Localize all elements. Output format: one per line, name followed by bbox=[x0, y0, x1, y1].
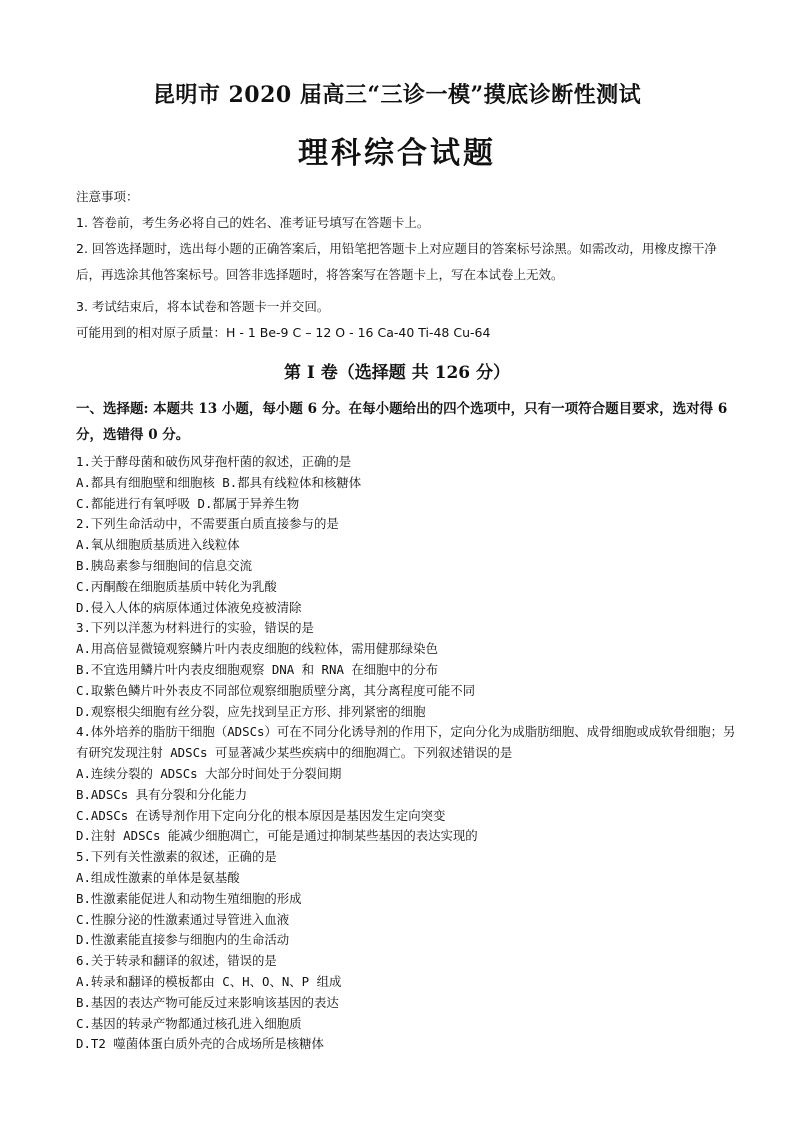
question-5 bbox=[76, 847, 736, 951]
question-option: C.ADSCs 在诱导剂作用下定向分化的根本原因是基因发生定向突变 bbox=[76, 807, 446, 823]
question-option: A.组成性激素的单体是氨基酸 bbox=[76, 869, 240, 885]
notes-item-2: 2. 回答选择题时，选出每小题的正确答案后，用铅笔把答题卡上对应题目的答案标号涂黑。如需改动，用橡皮擦干净后，再选涂其他答案标号。回答非选择题时，将答案写在答题卡上，写在本试卷上无效。 bbox=[76, 241, 717, 282]
question-option: C.取紫色鳞片叶外表皮不同部位观察细胞质壁分离，其分离程度可能不同 bbox=[76, 682, 476, 698]
question-option: D.侵入人体的病原体通过体液免疫被清除 bbox=[76, 599, 302, 615]
notes-section bbox=[76, 184, 736, 346]
question-option: B.性激素能促进人和动物生殖细胞的形成 bbox=[76, 890, 302, 906]
question-stem: 3.下列以洋葱为材料进行的实验，错误的是 bbox=[76, 620, 314, 636]
exam-title: 昆明市 2020 届高三“三诊一模”摸底诊断性测试 bbox=[152, 82, 642, 108]
question-option: A.都具有细胞壁和细胞核 B.都具有线粒体和核糖体 bbox=[76, 474, 362, 490]
question-option: A.转录和翻译的模板都由 C、H、O、N、P 组成 bbox=[76, 973, 342, 989]
question-option: A.氧从细胞质基质进入线粒体 bbox=[76, 537, 240, 553]
question-option: B.ADSCs 具有分裂和分化能力 bbox=[76, 786, 248, 802]
notes-item-1: 1. 答卷前，考生务必将自己的姓名、准考证号填写在答题卡上。 bbox=[76, 215, 430, 230]
question-option: B.不宜选用鳞片叶内表皮细胞观察 DNA 和 RNA 在细胞中的分布 bbox=[76, 661, 439, 677]
question-option: D.观察根尖细胞有丝分裂，应先找到呈正方形、排列紧密的细胞 bbox=[76, 703, 426, 719]
notes-item-3: 3. 考试结束后，将本试卷和答题卡一并交回。 bbox=[76, 299, 330, 314]
question-option: B.胰岛素参与细胞间的信息交流 bbox=[76, 557, 252, 573]
question-option: A.用高倍显微镜观察鳞片叶内表皮细胞的线粒体，需用健那绿染色 bbox=[76, 641, 438, 657]
question-3 bbox=[76, 618, 736, 722]
atomic-masses-line: 可能用到的相对原子质量：H - 1 Be-9 C – 12 O - 16 Ca-40 Ti-48 Cu-64 bbox=[76, 325, 491, 340]
question-stem: 4.体外培养的脂肪干细胞（ADSCs）可在不同分化诱导剂的作用下，定向分化为成脂肪细胞、成骨细胞或成软骨细胞；另有研究发现注射 ADSCs 可显著减少某些疾病中的细胞凋亡。下列叙述错误的是 bbox=[76, 724, 736, 761]
notes-heading: 注意事项： bbox=[76, 189, 139, 204]
question-option: C.丙酮酸在细胞质基质中转化为乳酸 bbox=[76, 578, 277, 594]
question-option: D.注射 ADSCs 能减少细胞凋亡，可能是通过抑制某些基因的表达实现的 bbox=[76, 828, 478, 844]
question-stem: 6.关于转录和翻译的叙述，错误的是 bbox=[76, 953, 277, 969]
question-option: D.T2 噬菌体蛋白质外壳的合成场所是核糖体 bbox=[76, 1036, 324, 1052]
question-option: C.基因的转录产物都通过核孔进入细胞质 bbox=[76, 1015, 302, 1031]
question-option: B.基因的表达产物可能反过来影响该基因的表达 bbox=[76, 994, 339, 1010]
section-heading: 第 I 卷（选择题 共 126 分） bbox=[283, 363, 511, 383]
question-stem: 2.下列生命活动中，不需要蛋白质直接参与的是 bbox=[76, 516, 339, 532]
question-stem: 1.关于酵母菌和破伤风芽孢杆菌的叙述，正确的是 bbox=[76, 454, 352, 469]
question-option: D.性激素能直接参与细胞内的生命活动 bbox=[76, 932, 290, 948]
question-6 bbox=[76, 951, 736, 1055]
question-list bbox=[76, 452, 736, 1055]
section-instructions: 一、选择题: 本题共 13 小题，每小题 6 分。在每小题给出的四个选项中，只有一项符合题目要求，选对得 6 分，选错得 0 分。 bbox=[76, 401, 728, 443]
question-option: A.连续分裂的 ADSCs 大部分时间处于分裂间期 bbox=[76, 765, 342, 781]
question-2 bbox=[76, 514, 736, 618]
subject-title: 理科综合试题 bbox=[298, 136, 496, 171]
question-4 bbox=[76, 722, 736, 847]
question-1 bbox=[76, 452, 736, 514]
question-option: C.性腺分泌的性激素通过导管进入血液 bbox=[76, 911, 290, 927]
question-option: C.都能进行有氧呼吸 D.都属于异养生物 bbox=[76, 495, 300, 511]
question-stem: 5.下列有关性激素的叙述，正确的是 bbox=[76, 849, 277, 865]
